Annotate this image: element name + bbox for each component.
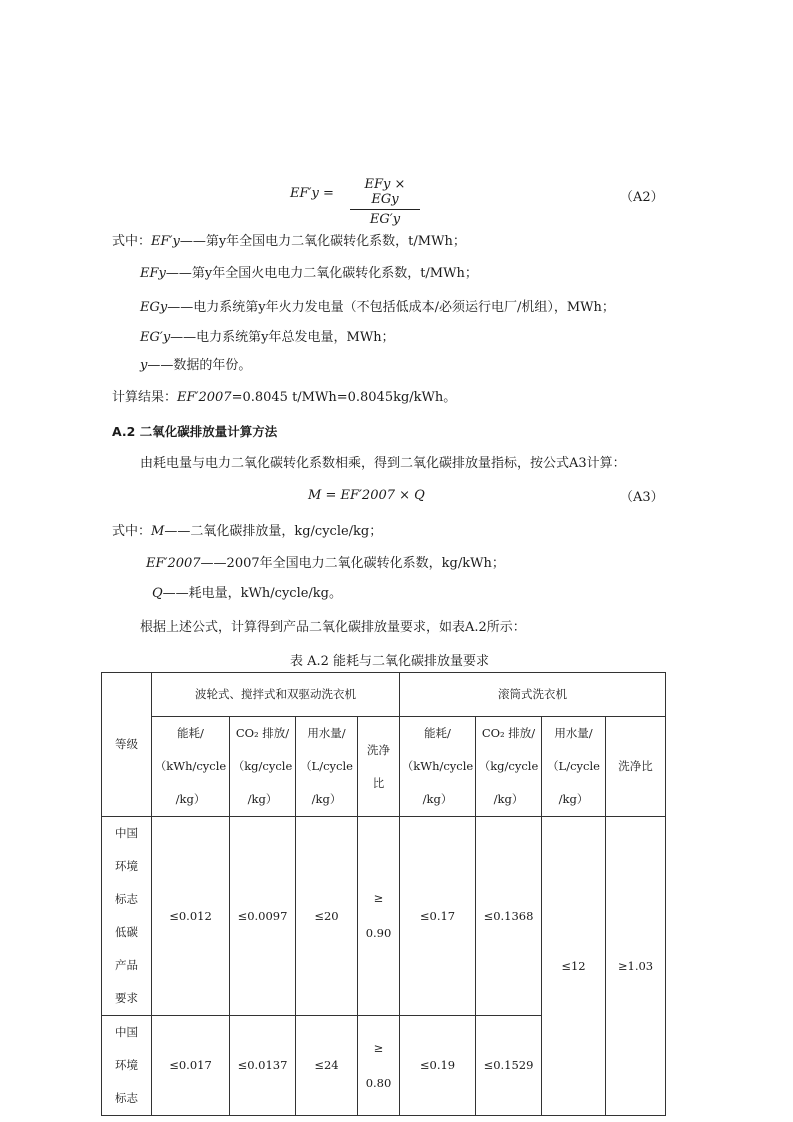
formula-a2-tag: （A2）	[620, 190, 664, 205]
formula-a3-tag: （A3）	[620, 490, 664, 505]
result-prefix: 计算结果：	[112, 390, 178, 405]
group-b-header: 滚筒式洗衣机	[400, 673, 666, 717]
formula-a3-expression: M = EF′2007 × Q	[308, 488, 425, 503]
definition-m	[112, 524, 382, 540]
col-wash-a: 洗净 比	[358, 717, 400, 817]
text-ef-2007: ——2007年全国电力二氧化碳转化系数，kg/kWh；	[200, 556, 505, 571]
closing-paragraph: 根据上述公式，计算得到产品二氧化碳排放量要求，如表A.2所示：	[140, 620, 526, 635]
row2-co2-b: ≤0.1529	[476, 1016, 542, 1116]
definition-ef-prime	[112, 234, 466, 250]
col-co2-a: CO₂ 排放/ （kg/cycle /kg）	[230, 717, 296, 817]
section-heading: A.2 二氧化碳排放量计算方法	[112, 424, 278, 439]
section-paragraph: 由耗电量与电力二氧化碳转化系数相乘，得到二氧化碳排放量指标，按公式A3计算：	[140, 456, 626, 471]
row1-energy-a: ≤0.012	[152, 817, 230, 1016]
row1-co2-a: ≤0.0097	[230, 817, 296, 1016]
symbol-q: Q	[152, 586, 163, 601]
intro-prefix: 式中：	[112, 234, 152, 249]
level-header: 等级	[102, 673, 152, 817]
text-y: ——数据的年份。	[147, 358, 252, 373]
symbol-eg-prime: EG′y	[140, 330, 171, 345]
intro-prefix: 式中：	[112, 524, 152, 539]
merged-water-b: ≤12	[542, 817, 606, 1116]
row1-water-a: ≤20	[296, 817, 358, 1016]
row1-co2-b: ≤0.1368	[476, 817, 542, 1016]
text-ef: ——第y年全国火电电力二氧化碳转化系数，t/MWh；	[165, 266, 478, 281]
definition-ef	[140, 266, 478, 282]
text-m: ——二氧化碳排放量，kg/cycle/kg；	[164, 524, 383, 539]
formula-a2-denominator: EG′y	[369, 212, 401, 227]
calculation-result	[112, 390, 456, 406]
symbol-m: M	[151, 524, 165, 539]
fraction-bar	[350, 209, 420, 210]
merged-wash-b: ≥1.03	[606, 817, 666, 1116]
definition-eg	[140, 300, 615, 316]
row1-wash-a: ≥ 0.90	[358, 817, 400, 1016]
row1-energy-b: ≤0.17	[400, 817, 476, 1016]
definition-ef-2007	[146, 556, 505, 572]
row1-label: 中国 环境 标志 低碳 产品 要求	[102, 817, 152, 1016]
text-eg: ——电力系统第y年火力发电量（不包括低成本/必须运行电厂/机组），MWh；	[167, 300, 615, 315]
text-eg-prime: ——电力系统第y年总发电量，MWh；	[170, 330, 395, 345]
row2-energy-a: ≤0.017	[152, 1016, 230, 1116]
row2-energy-b: ≤0.19	[400, 1016, 476, 1116]
symbol-ef: EFy	[140, 266, 166, 281]
symbol-ef-2007: EF′2007	[146, 556, 201, 571]
row2-co2-a: ≤0.0137	[230, 1016, 296, 1116]
row2-water-a: ≤24	[296, 1016, 358, 1116]
symbol-eg: EGy	[140, 300, 168, 315]
table-caption: 表 A.2 能耗与二氧化碳排放量要求	[290, 654, 490, 669]
symbol-ef-prime: EF′y	[151, 234, 180, 249]
row2-label: 中国 环境 标志	[102, 1016, 152, 1116]
definition-y	[140, 358, 251, 374]
formula-a2-numerator: EFy × EGy	[364, 177, 406, 207]
definition-eg-prime	[140, 330, 395, 346]
col-water-b: 用水量/ （L/cycle /kg）	[542, 717, 606, 817]
col-energy-b: 能耗/ （kWh/cycle /kg）	[400, 717, 476, 817]
text-ef-prime: ——第y年全国电力二氧化碳转化系数，t/MWh；	[179, 234, 466, 249]
result-symbol: EF′2007	[177, 390, 232, 405]
col-energy-a: 能耗/ （kWh/cycle /kg）	[152, 717, 230, 817]
col-water-a: 用水量/ （L/cycle /kg）	[296, 717, 358, 817]
group-a-header: 波轮式、搅拌式和双驱动洗衣机	[152, 673, 400, 717]
requirements-table	[101, 672, 666, 1116]
symbol-y: y	[140, 358, 148, 373]
formula-a2-lhs: EF′y =	[290, 186, 334, 201]
col-co2-b: CO₂ 排放/ （kg/cycle /kg）	[476, 717, 542, 817]
formula-a2-fraction	[350, 177, 420, 227]
result-value: =0.8045 t/MWh=0.8045kg/kWh。	[231, 390, 457, 405]
definition-q	[152, 586, 342, 602]
col-wash-b: 洗净比	[606, 717, 666, 817]
text-q: ——耗电量，kWh/cycle/kg。	[162, 586, 342, 601]
row2-wash-a: ≥ 0.80	[358, 1016, 400, 1116]
